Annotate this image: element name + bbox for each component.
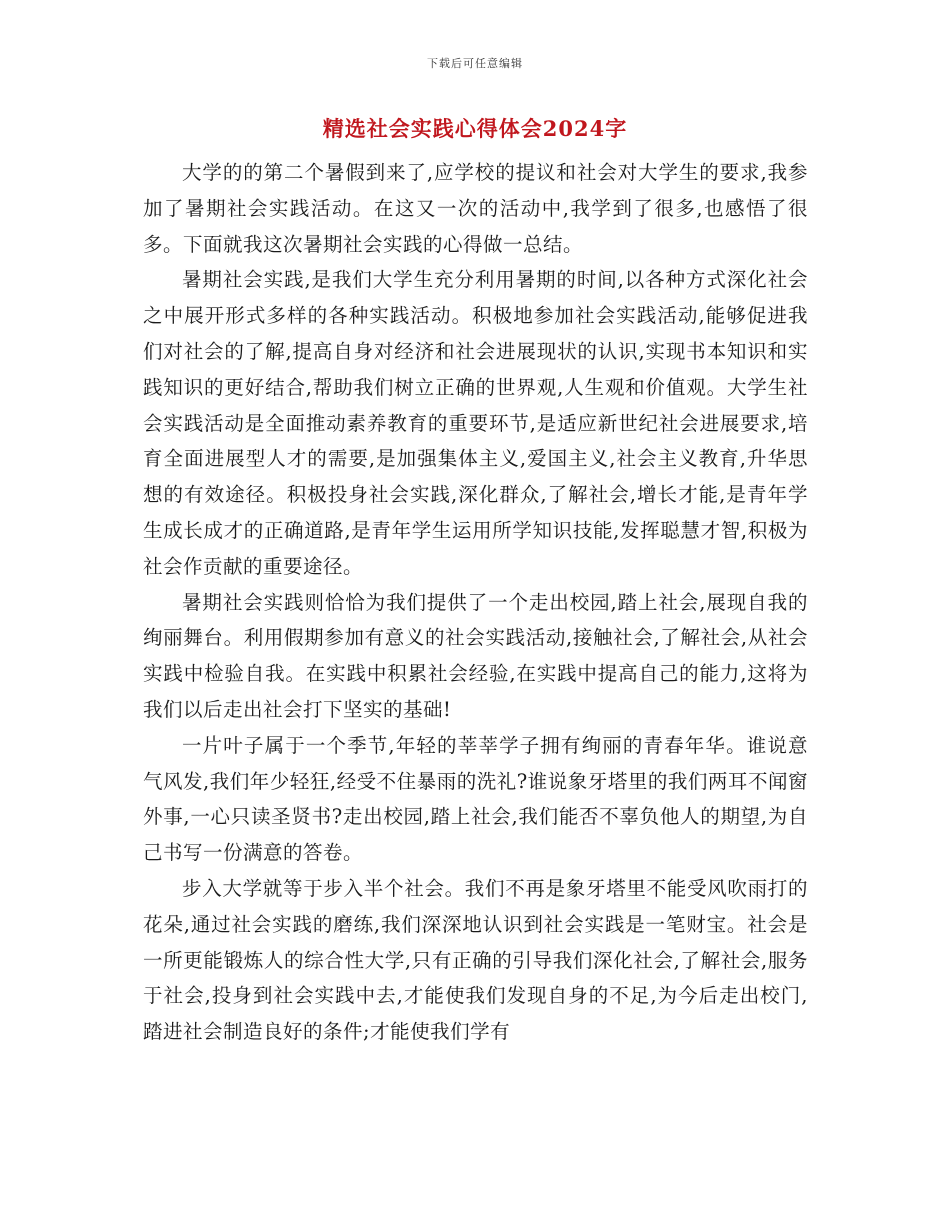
paragraph: 大学的的第二个暑假到来了,应学校的提议和社会对大学生的要求,我参加了暑期社会实践活动。在这又一次的活动中,我学到了很多,也感悟了很多。下面就我这次暑期社会实践的心得做一总结。: [143, 161, 808, 256]
paragraph: 一片叶子属于一个季节,年轻的莘莘学子拥有绚丽的青春年华。谁说意气风发,我们年少轻狂,经受不住暴雨的洗礼?谁说象牙塔里的我们两耳不闻窗外事,一心只读圣贤书?走出校园,踏上社会,我们能否不辜负他人的期望,为自己书写一份满意的答卷。: [143, 733, 808, 865]
paragraph: 步入大学就等于步入半个社会。我们不再是象牙塔里不能受风吹雨打的花朵,通过社会实践的磨练,我们深深地认识到社会实践是一笔财宝。社会是一所更能锻炼人的综合性大学,只有正确的引导我们深化社会,了解社会,服务于社会,投身到社会实践中去,才能使我们发现自身的不足,为今后走出校门,踏进社会制造良好的条件;才能使我们学有: [143, 876, 808, 1044]
document-title: 精选社会实践心得体会2024字: [322, 116, 628, 141]
paragraph: 暑期社会实践,是我们大学生充分利用暑期的时间,以各种方式深化社会之中展开形式多样的各种实践活动。积极地参加社会实践活动,能够促进我们对社会的了解,提高自身对经济和社会进展现状的认识,实现书本知识和实践知识的更好结合,帮助我们树立正确的世界观,人生观和价值观。大学生社会实践活动是全面推动素养教育的重要环节,是适应新世纪社会进展要求,培育全面进展型人才的需要,是加强集体主义,爱国主义,社会主义教育,升华思想的有效途径。积极投身社会实践,深化群众,了解社会,增长才能,是青年学生成长成才的正确道路,是青年学生运用所学知识技能,发挥聪慧才智,积极为社会作贡献的重要途径。: [143, 268, 808, 578]
header-note: 下载后可任意编辑: [427, 57, 523, 70]
document-body: [143, 155, 808, 1050]
paragraph: 暑期社会实践则恰恰为我们提供了一个走出校园,踏上社会,展现自我的绚丽舞台。利用假期参加有意义的社会实践活动,接触社会,了解社会,从社会实践中检验自我。在实践中积累社会经验,在实践中提高自己的能力,这将为我们以后走出社会打下坚实的基础!: [143, 590, 808, 721]
